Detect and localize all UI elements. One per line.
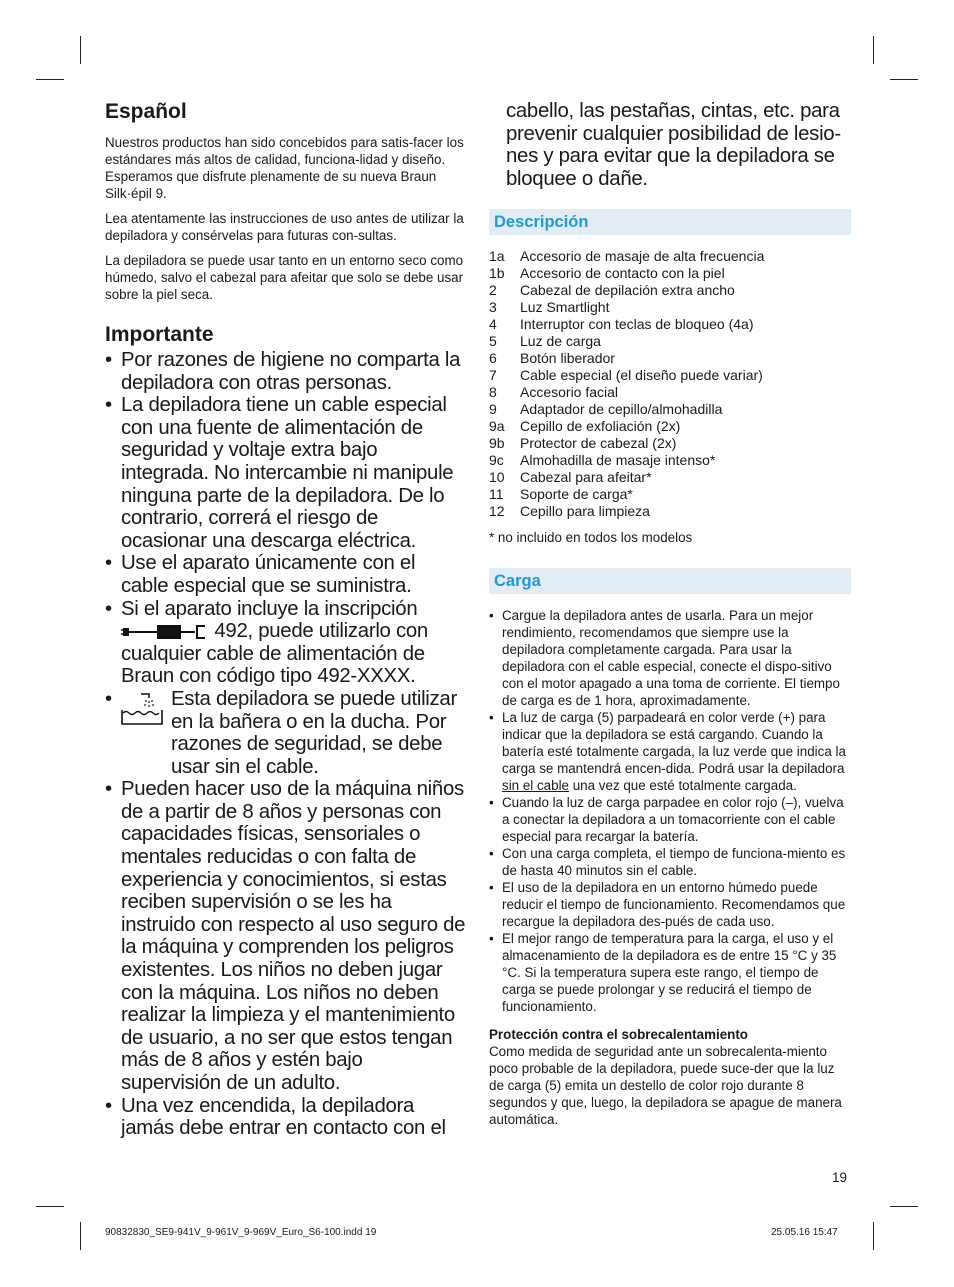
description-number: 6 bbox=[489, 350, 497, 367]
description-row bbox=[489, 384, 764, 401]
description-row bbox=[489, 316, 764, 333]
description-row bbox=[489, 333, 764, 350]
description-text: Luz de carga bbox=[520, 333, 601, 350]
description-number: 3 bbox=[489, 299, 497, 316]
important-item: • La depiladora tiene un cable especial con una fuente de alimentación de seguridad y voltaje extra bajo integrada. No intercambie ni manipule ninguna parte de la depiladora. De lo contrario, correrá el riesgo de ocasionar una descarga eléctrica. bbox=[105, 394, 454, 552]
description-number: 8 bbox=[489, 384, 497, 401]
description-row bbox=[489, 350, 764, 367]
charging-heading: Carga bbox=[489, 568, 851, 594]
description-text: Interruptor con teclas de bloqueo (4a) bbox=[520, 316, 754, 333]
description-number: 9c bbox=[489, 452, 504, 469]
description-number: 1a bbox=[489, 248, 505, 265]
continuation-text: cabello, las pestañas, cintas, etc. para prevenir cualquier posibilidad de lesio-nes y para evitar que la depiladora se bloquee o dañe. bbox=[506, 100, 841, 190]
overheat-heading: Protección contra el sobrecalentamiento bbox=[489, 1027, 748, 1043]
description-text: Adaptador de cepillo/almohadilla bbox=[520, 401, 723, 418]
crop-mark bbox=[36, 1206, 64, 1207]
important-item: • Por razones de higiene no comparta la depiladora con otras personas. bbox=[105, 349, 461, 394]
important-list bbox=[105, 349, 467, 1140]
description-text: Cabezal para afeitar* bbox=[520, 469, 652, 486]
description-text: Accesorio de contacto con la piel bbox=[520, 265, 725, 282]
page-number: 19 bbox=[832, 1170, 847, 1185]
description-row bbox=[489, 418, 764, 435]
description-row bbox=[489, 486, 764, 503]
description-number: 4 bbox=[489, 316, 497, 333]
description-text: Almohadilla de masaje intenso* bbox=[520, 452, 716, 469]
intro-paragraph: Nuestros productos han sido concebidos para satis-facer los estándares más altos de calidad, funciona-lidad y diseño. Esperamos que disfrute plenamente de su nueva Braun Silk·épil 9. bbox=[105, 135, 464, 201]
power-supply-symbol-icon bbox=[121, 623, 209, 641]
crop-mark bbox=[890, 79, 918, 80]
description-text: Accesorio de masaje de alta frecuencia bbox=[520, 248, 765, 265]
charging-item: • El mejor rango de temperatura para la carga, el uso y el almacenamiento de la depiladora es de entre 15 °C y 35 °C. Si la temperatura supera este rango, el tiempo de carga se puede prolongar y se reducirá el tiempo de funcionamiento. bbox=[489, 931, 837, 1015]
description-row bbox=[489, 282, 764, 299]
description-number: 9 bbox=[489, 401, 497, 418]
description-row bbox=[489, 299, 764, 316]
description-row bbox=[489, 248, 764, 265]
intro-paragraph: La depiladora se puede usar tanto en un entorno seco como húmedo, salvo el cabezal para afeitar que solo se debe usar sobre la piel seca. bbox=[105, 253, 464, 302]
description-row bbox=[489, 265, 764, 282]
crop-mark bbox=[36, 79, 64, 80]
description-text: Cepillo para limpieza bbox=[520, 503, 650, 520]
important-item: • Pueden hacer uso de la máquina niños de a partir de 8 años y personas con capacidades físicas, sensoriales o mentales reducidas o con falta de experiencia y conocimientos, si estas reciben supervisión o se les ha instruido con respecto al uso seguro de la máquina y comprenden los peligros existentes. Los niños no deben jugar con la máquina. Los niños no deben realizar la limpieza y el mantenimiento de usuario, a no ser que estos tengan más de 8 años y estén bajo supervisión de un adulto. bbox=[105, 778, 466, 1094]
charging-item: • Cuando la luz de carga parpadee en color rojo (–), vuelva a conectar la depiladora a un tomacorriente con el cable especial para recargar la batería. bbox=[489, 795, 844, 845]
crop-mark bbox=[890, 1206, 918, 1207]
description-text: Accesorio facial bbox=[520, 384, 619, 401]
description-row bbox=[489, 401, 764, 418]
description-number: 1b bbox=[489, 265, 505, 282]
cordless-link: sin el cable bbox=[502, 778, 569, 794]
crop-mark bbox=[80, 36, 81, 64]
charging-item: • Cargue la depiladora antes de usarla. Para un mejor rendimiento, recomendamos que siempre use la depiladora completamente cargada. Para usar la depiladora con el cable especial, conecte el dispo-sitivo con el motor apagado a una toma de corriente. El tiempo de carga es de 1 hora, aproximadamente. bbox=[489, 608, 840, 709]
description-number: 9a bbox=[489, 418, 505, 435]
description-text: Cable especial (el diseño puede variar) bbox=[520, 367, 763, 384]
important-heading: Importante bbox=[105, 323, 214, 346]
charging-list bbox=[489, 607, 851, 1015]
description-row bbox=[489, 452, 764, 469]
footer-timestamp: 25.05.16 15:47 bbox=[771, 1227, 838, 1238]
important-item: • Use el aparato únicamente con el cable especial que se suministra. bbox=[105, 552, 416, 597]
bath-shower-icon bbox=[119, 690, 165, 730]
description-number: 11 bbox=[489, 486, 504, 503]
description-text: Luz Smartlight bbox=[520, 299, 610, 316]
crop-mark bbox=[80, 1222, 81, 1250]
intro-paragraph: Lea atentamente las instrucciones de uso antes de utilizar la depiladora y consérvelas para futuras con-sultas. bbox=[105, 211, 464, 243]
crop-mark bbox=[873, 36, 874, 64]
footnote: * no incluido en todos los modelos bbox=[489, 530, 693, 546]
description-text: Soporte de carga* bbox=[520, 486, 633, 503]
important-item: • Si el aparato incluye la inscripción 492, puede utilizarlo con cualquier cable de alimentación de Braun con código tipo 492-XXXX. bbox=[105, 597, 428, 688]
crop-mark bbox=[873, 1222, 874, 1250]
footer-file: 90832830_SE9-941V_9-961V_9-969V_Euro_S6-100.indd 19 bbox=[105, 1227, 377, 1238]
description-row bbox=[489, 435, 764, 452]
description-text: Cepillo de exfoliación (2x) bbox=[520, 418, 681, 435]
charging-item: • La luz de carga (5) parpadeará en color verde (+) para indicar que la depiladora se está cargando. Cuando la batería esté totalmente cargada, la luz verde que indica la carga se mantendrá encen-dida. Podrá usar la depiladora sin el cable una vez que esté totalmente cargada. bbox=[489, 710, 846, 794]
right-column bbox=[489, 100, 851, 1128]
description-number: 2 bbox=[489, 282, 497, 299]
description-text: Botón liberador bbox=[520, 350, 615, 367]
description-number: 5 bbox=[489, 333, 497, 350]
description-number: 7 bbox=[489, 367, 497, 384]
description-row bbox=[489, 367, 764, 384]
description-number: 9b bbox=[489, 435, 505, 452]
description-number: 10 bbox=[489, 469, 505, 486]
description-text: Protector de cabezal (2x) bbox=[520, 435, 677, 452]
description-row bbox=[489, 503, 764, 520]
important-item: • Esta depiladora se puede utilizar en la bañera o en la ducha. Por razones de seguridad, se debe usar sin el cable. bbox=[105, 687, 457, 778]
left-column bbox=[105, 100, 467, 1140]
description-row bbox=[489, 469, 764, 486]
important-item: • Una vez encendida, la depiladora jamás debe entrar en contacto con el bbox=[105, 1094, 446, 1140]
description-number: 12 bbox=[489, 503, 505, 520]
language-heading: Español bbox=[105, 100, 187, 123]
description-heading: Descripción bbox=[489, 209, 851, 235]
charging-item: • El uso de la depiladora en un entorno húmedo puede reducir el tiempo de funcionamiento. Recomendamos que recargue la depiladora des-pués de cada uso. bbox=[489, 880, 846, 930]
charging-item: • Con una carga completa, el tiempo de funciona-miento es de hasta 40 minutos sin el cable. bbox=[489, 846, 846, 879]
description-text: Cabezal de depilación extra ancho bbox=[520, 282, 735, 299]
description-list bbox=[489, 248, 764, 520]
overheat-text: Como medida de seguridad ante un sobrecalenta-miento poco probable de la depiladora, puede suce-der que la luz de carga (5) emita un destello de color rojo durante 8 segundos y que, luego, la depiladora se apague de manera automática. bbox=[489, 1044, 842, 1128]
